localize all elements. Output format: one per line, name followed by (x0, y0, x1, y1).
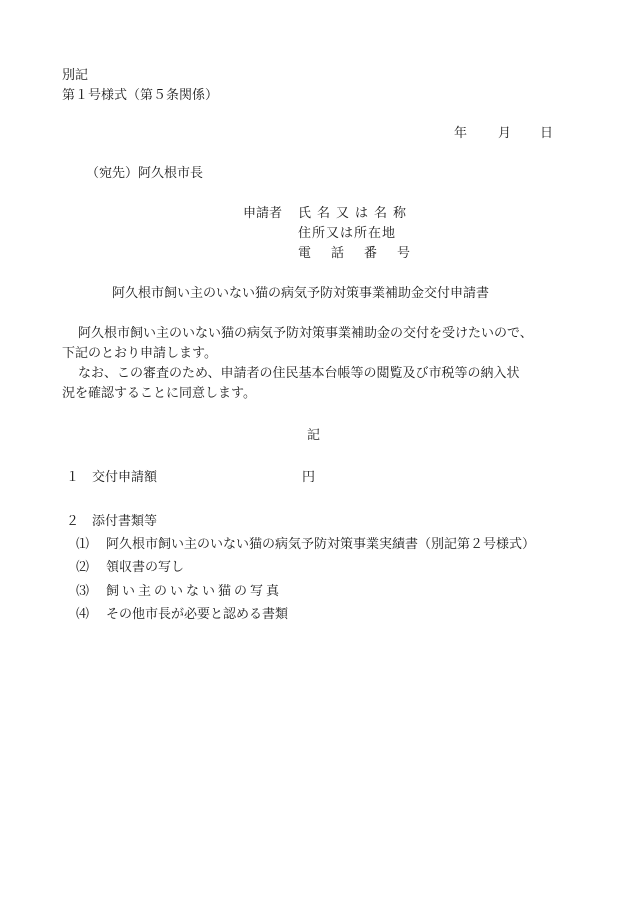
attachment-number: ⑷ (76, 607, 90, 622)
form-number: 第１号様式（第５条関係） (62, 88, 219, 103)
applicant-label: 申請者 (243, 206, 283, 221)
body-para2-line1: なお、この審査のため、申請者の住民基本台帳等の閲覧及び市税等の納入状 (78, 366, 520, 381)
body-para2-line2: 況を確認することに同意します。 (62, 386, 256, 401)
section1-unit: 円 (302, 470, 316, 485)
applicant-address-label: 住所又は所在地 (298, 226, 397, 241)
attachment-item: 阿久根市飼い主のいない猫の病気予防対策事業実績書（別記第２号様式） (106, 537, 536, 552)
date-day: 日 (540, 126, 554, 141)
attachment-item: 領収書の写し (106, 560, 185, 575)
attachment-number: ⑴ (76, 537, 90, 552)
attachment-number: ⑵ (76, 560, 90, 575)
addressee: （宛先）阿久根市長 (86, 166, 204, 181)
section1-label: 交付申請額 (92, 470, 158, 485)
attachment-number: ⑶ (76, 584, 90, 599)
body-para1-line1: 阿久根市飼い主のいない猫の病気予防対策事業補助金の交付を受けたいので、 (78, 326, 533, 341)
applicant-name-label: 氏名又は名称 (298, 206, 413, 221)
section2-number: ２ (66, 514, 80, 529)
ki-heading: 記 (307, 428, 321, 443)
document-title: 阿久根市飼い主のいない猫の病気予防対策事業補助金交付申請書 (112, 286, 490, 301)
attachment-item: 飼い主のいない猫の写真 (106, 584, 283, 599)
date-year: 年 (454, 126, 468, 141)
attachment-item: その他市長が必要と認める書類 (106, 607, 289, 622)
section2-label: 添付書類等 (92, 514, 158, 529)
applicant-phone-label: 電話番号 (298, 246, 431, 261)
bekki-label: 別記 (62, 68, 89, 83)
date-month: 月 (498, 126, 512, 141)
body-para1-line2: 下記のとおり申請します。 (62, 346, 217, 361)
section1-number: １ (66, 470, 80, 485)
